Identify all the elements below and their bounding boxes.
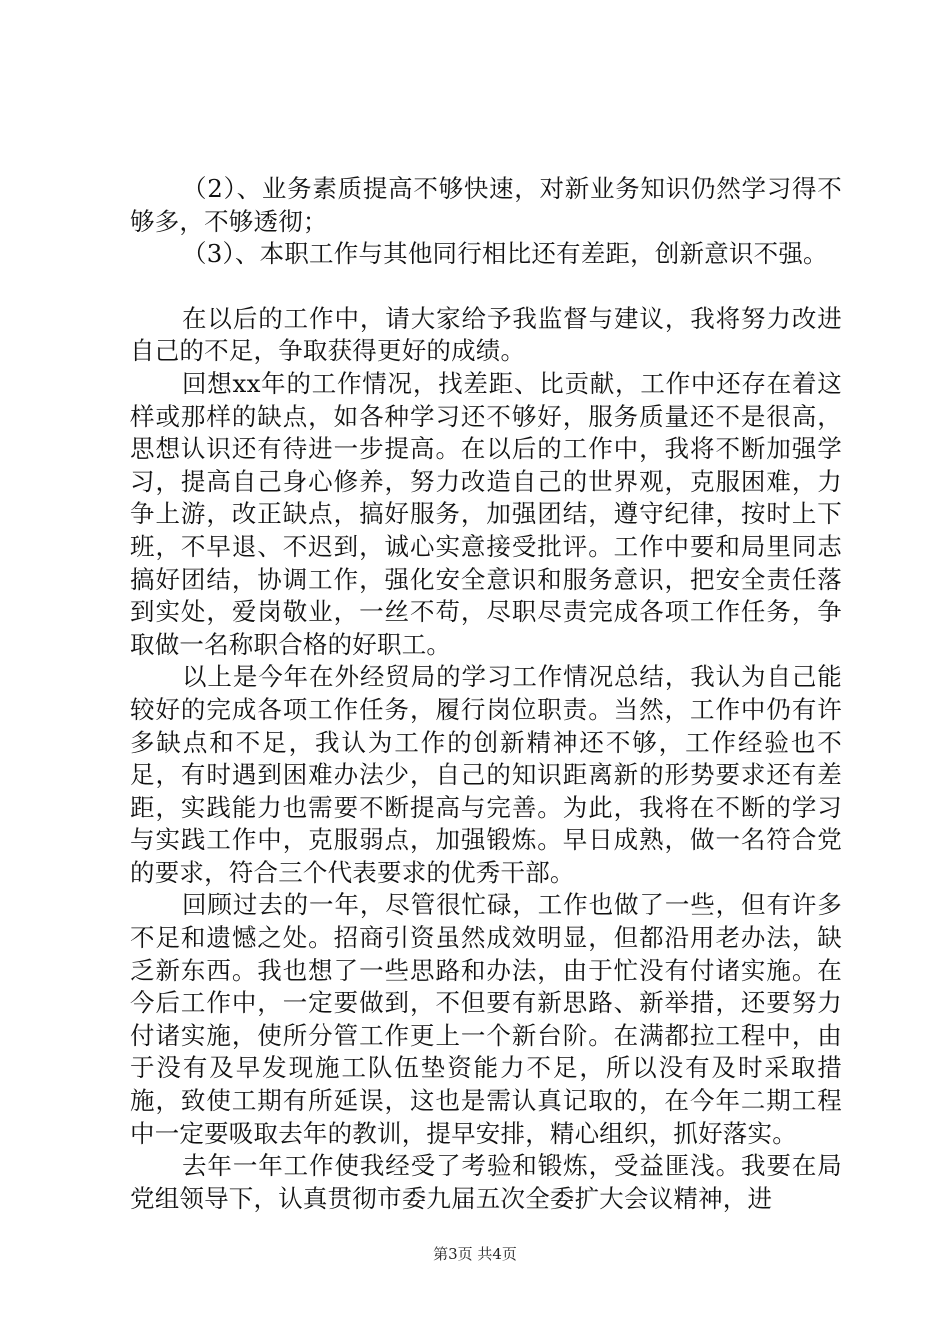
paragraph-4: 回顾过去的一年，尽管很忙碌，工作也做了一些，但有许多不足和遗憾之处。招商引资虽然成效明显，但都沿用老办法，缺乏新东西。我也想了一些思路和办法，由于忙没有付诸实施。在今后工作中，一定要做到，不但要有新思路、新举措，还要努力付诸实施，使所分管工作更上一个新台阶。在满都拉工程中，由于没有及早发现施工队伍垫资能力不足，所以没有及时采取措施，致使工期有所延误，这也是需认真记取的，在今年二期工程中一定要吸取去年的教训，提早安排，精心组织，抓好落实。 (130, 890, 842, 1148)
page-footer: 第3页 共4页 (433, 1245, 517, 1263)
list-item-3: （3）、本职工作与其他同行相比还有差距，创新意识不强。 (182, 239, 828, 269)
paragraph-5: 去年一年工作使我经受了考验和锻炼，受益匪浅。我要在局党组领导下，认真贯彻市委九届五次全委扩大会议精神，进 (130, 1151, 842, 1213)
paragraph-3: 以上是今年在外经贸局的学习工作情况总结，我认为自己能较好的完成各项工作任务，履行岗位职责。当然，工作中仍有许多缺点和不足，我认为工作的创新精神还不够，工作经验也不足，有时遇到困难办法少，自己的知识距离新的形势要求还有差距，实践能力也需要不断提高与完善。为此，我将在不断的学习与实践工作中，克服弱点，加强锻炼。早日成熟，做一名符合党的要求，符合三个代表要求的优秀干部。 (130, 662, 842, 887)
paragraph-2: 回想xx年的工作情况，找差距、比贡献，工作中还存在着这样或那样的缺点，如各种学习还不够好，服务质量还不是很高，思想认识还有待进一步提高。在以后的工作中，我将不断加强学习，提高自己身心修养，努力改造自己的世界观，克服困难，力争上游，改正缺点，搞好服务，加强团结，遵守纪律，按时上下班，不早退、不迟到，诚心实意接受批评。工作中要和局里同志搞好团结，协调工作，强化安全意识和服务意识，把安全责任落到实处，爱岗敬业，一丝不苟，尽职尽责完成各项工作任务，争取做一名称职合格的好职工。 (130, 368, 842, 659)
paragraph-gap (130, 271, 842, 303)
document-body (130, 173, 842, 1215)
paragraph-1: 在以后的工作中，请大家给予我监督与建议，我将努力改进自己的不足，争取获得更好的成绩。 (130, 303, 842, 366)
list-item-2: （2）、业务素质提高不够快速，对新业务知识仍然学习得不够多，不够透彻； (130, 174, 842, 236)
